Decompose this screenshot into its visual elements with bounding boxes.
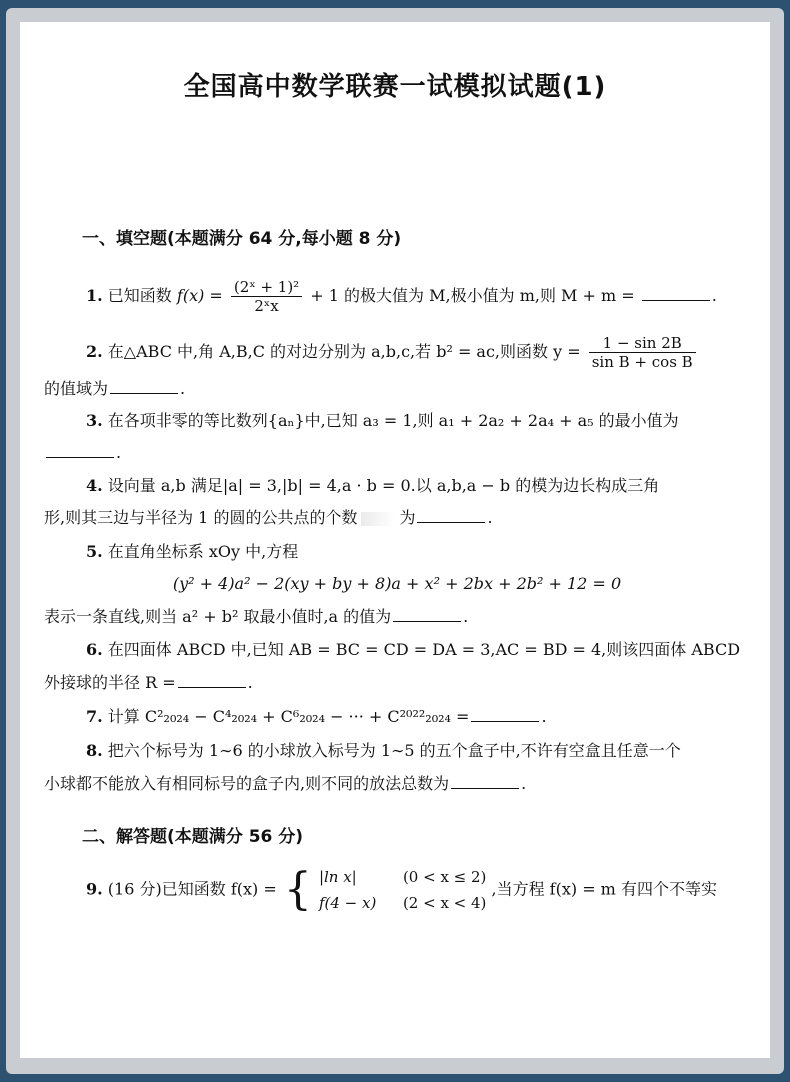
- equation: (y² + 4)a² − 2(xy + by + 8)a + x² + 2bx + 2b² + 12 = 0: [172, 574, 622, 593]
- punctuation: .: [463, 607, 469, 626]
- question-5-continued: [44, 606, 730, 628]
- question-number: 3.: [86, 411, 103, 430]
- answer-blank: [110, 379, 178, 394]
- question-text: 计算 C²₂₀₂₄ − C⁴₂₀₂₄ + C⁶₂₀₂₄ − ··· + C²⁰²²₂₀₂₄ =: [107, 707, 470, 726]
- question-text: 把六个标号为 1∼6 的小球放入标号为 1∼5 的五个盒子中,不许有空盒且任意一个: [107, 741, 681, 760]
- question-number: 8.: [86, 741, 103, 760]
- question-number: 6.: [86, 640, 103, 659]
- question-number: 4.: [86, 476, 103, 495]
- answer-blank: [178, 673, 246, 688]
- question-text: 在直角坐标系 xOy 中,方程: [107, 542, 299, 561]
- question-6: [44, 639, 741, 661]
- question-4: [44, 475, 730, 497]
- left-brace: {: [283, 864, 312, 915]
- question-2: [44, 334, 730, 371]
- case-2-condition: (2 < x < 4): [402, 894, 487, 912]
- punctuation: .: [247, 673, 253, 692]
- punctuation: .: [541, 707, 547, 726]
- punctuation: .: [180, 379, 186, 398]
- question-1: [44, 278, 730, 315]
- answer-blank: [393, 607, 461, 622]
- question-text: 外接球的半径 R =: [44, 673, 176, 692]
- question-text: 在四面体 ABCD 中,已知 AB = BC = CD = DA = 3,AC = BD = 4,则该四面体 ABCD: [107, 640, 741, 659]
- answer-blank: [471, 707, 539, 722]
- fraction-denominator: sin B + cos B: [591, 353, 693, 371]
- question-number: 1.: [86, 286, 103, 305]
- question-text: 表示一条直线,则当 a² + b² 取最小值时,a 的值为: [44, 607, 392, 626]
- fraction: [589, 334, 696, 371]
- function-expression: f(x) =: [176, 286, 223, 305]
- question-4-continued: [44, 507, 730, 529]
- question-2-continued: [44, 378, 730, 400]
- punctuation: .: [711, 286, 717, 305]
- punctuation: .: [487, 508, 493, 527]
- answer-blank: [642, 286, 710, 301]
- question-text: 形,则其三边与半径为 1 的圆的公共点的个数: [44, 508, 358, 527]
- section-heading-fill-in: 一、填空题(本题满分 64 分,每小题 8 分): [82, 229, 402, 249]
- question-text: 的值域为: [44, 379, 109, 398]
- question-text: 在△ABC 中,角 A,B,C 的对边分别为 a,b,c,若 b² = ac,则函数 y =: [107, 342, 581, 361]
- fraction: [231, 278, 302, 315]
- section-heading-solutions: 二、解答题(本题满分 56 分): [82, 827, 304, 847]
- case-1-expression: |ln x|: [318, 868, 357, 886]
- question-text: 已知函数: [107, 286, 172, 305]
- question-number: 9.: [86, 879, 103, 899]
- question-text: 在各项非零的等比数列{aₙ}中,已知 a₃ = 1,则 a₁ + 2a₂ + 2a₄ + a₅ 的最小值为: [107, 411, 679, 430]
- question-3: [44, 410, 730, 432]
- question-text: 小球都不能放入有相同标号的盒子内,则不同的放法总数为: [44, 774, 450, 793]
- piecewise-cases: [319, 864, 486, 916]
- fraction-denominator: 2ˣx: [254, 297, 279, 315]
- answer-blank: [46, 443, 114, 458]
- question-9: [44, 864, 730, 916]
- fraction-numerator: (2ˣ + 1)²: [231, 278, 302, 297]
- exam-title: 全国高中数学联赛一试模拟试题(1): [183, 72, 607, 102]
- print-smudge: [361, 512, 395, 526]
- answer-blank: [451, 774, 519, 789]
- question-5: [44, 541, 730, 563]
- question-number: 2.: [86, 342, 103, 361]
- question-text: (16 分)已知函数 f(x) =: [107, 879, 277, 899]
- case-2-expression: f(4 − x): [318, 894, 377, 912]
- exam-page: [20, 22, 770, 1058]
- question-5-equation: [44, 573, 730, 595]
- question-8-continued: [44, 773, 730, 795]
- question-7: [44, 706, 730, 728]
- question-number: 7.: [86, 707, 103, 726]
- question-3-continued: [44, 442, 730, 464]
- document-frame: [6, 8, 784, 1074]
- question-8: [44, 740, 730, 762]
- question-text: 为: [399, 508, 416, 527]
- question-6-continued: [44, 672, 730, 694]
- question-text: 设向量 a,b 满足|a| = 3,|b| = 4,a · b = 0.以 a,b,a − b 的模为边长构成三角: [107, 476, 660, 495]
- fraction-numerator: 1 − sin 2B: [589, 334, 696, 353]
- punctuation: .: [116, 443, 122, 462]
- punctuation: .: [521, 774, 527, 793]
- question-text: ,当方程 f(x) = m 有四个不等实: [491, 879, 717, 899]
- answer-blank: [417, 508, 485, 523]
- question-number: 5.: [86, 542, 103, 561]
- question-text: + 1 的极大值为 M,极小值为 m,则 M + m =: [310, 286, 635, 305]
- case-1-condition: (0 < x ≤ 2): [402, 868, 487, 886]
